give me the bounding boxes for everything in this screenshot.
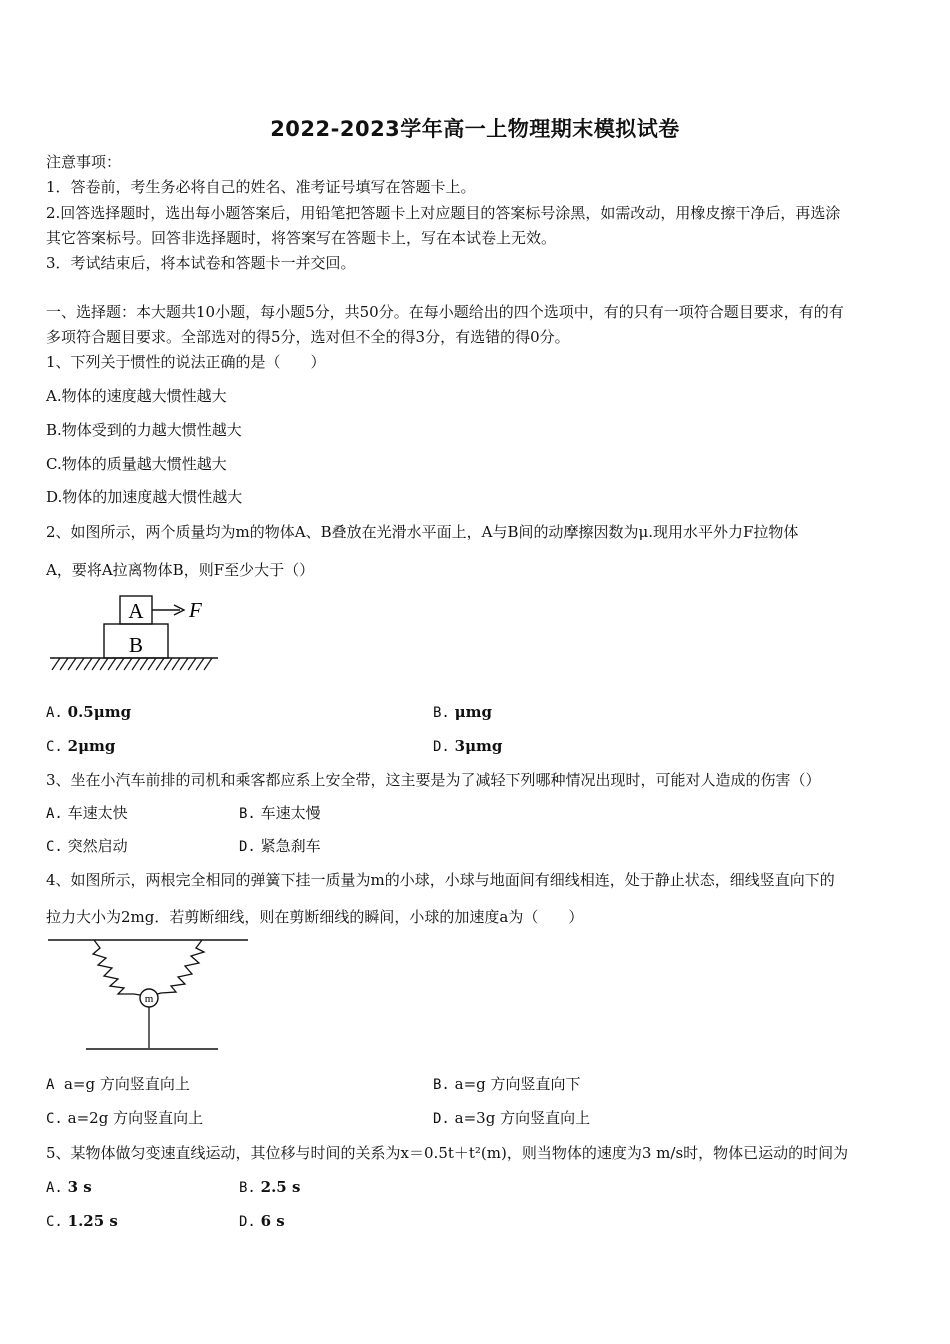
q3-option-b: B. 车速太慢 [239,804,321,822]
q4-figure [46,934,252,1054]
force-label: F [189,598,202,622]
q4-option-c: C. a=2g 方向竖直向上 [46,1109,204,1127]
q3-option-c: C. 突然启动 [46,837,128,855]
q5-option-a: A. 3 s [46,1178,92,1196]
ball-label: m [144,993,154,1005]
q1-option-d: D.物体的加速度越大惯性越大 [46,488,243,506]
q2-option-a: A. 0.5μmg [46,703,132,721]
notice-item-2: 2.回答选择题时，选出每小题答案后，用铅笔把答题卡上对应题目的答案标号涂黑，如需改动，用橡皮擦干净后，再选涂 [46,204,841,222]
notice-item-1: 1．答卷前，考生务必将自己的姓名、准考证号填写在答题卡上。 [46,178,476,196]
notice-item-3: 3．考试结束后，将本试卷和答题卡一并交回。 [46,254,356,272]
q1-option-c: C.物体的质量越大惯性越大 [46,455,227,473]
q1-stem: 1、下列关于惯性的说法正确的是（ ） [46,353,326,371]
notice-item-2-cont: 其它答案标号。回答非选择题时，将答案写在答题卡上，写在本试卷上无效。 [46,229,557,247]
section-heading: 一、选择题：本大题共10小题，每小题5分，共50分。在每小题给出的四个选项中，有的只有一项符合题目要求，有的有 [46,303,844,321]
q2-figure [46,590,226,676]
q5-option-c: C. 1.25 s [46,1212,118,1230]
q4-option-d: D. a=3g 方向竖直向上 [433,1109,591,1127]
q2-option-c: C. 2μmg [46,737,116,755]
q3-option-d: D. 紧急刹车 [239,837,321,855]
block-b-label: B [128,633,144,657]
block-a-label: A [128,599,144,623]
q2-stem: 2、如图所示，两个质量均为m的物体A、B叠放在光滑水平面上，A与B间的动摩擦因数为μ.现用水平外力F拉物体 [46,523,799,541]
right-spring [150,940,204,996]
q4-stem-cont: 拉力大小为2mg．若剪断细线，则在剪断细线的瞬间，小球的加速度a为（ ） [46,908,584,926]
q5-option-d: D. 6 s [239,1212,285,1230]
q1-option-b: B.物体受到的力越大惯性越大 [46,421,242,439]
q2-stem-cont: A，要将A拉离物体B，则F至少大于（） [46,561,315,579]
q4-option-a: A a=g 方向竖直向上 [46,1075,190,1093]
q5-stem: 5、某物体做匀变速直线运动，其位移与时间的关系为x＝0.5t＋t²(m)，则当物体的速度为3 m/s时，物体已运动的时间为 [46,1144,849,1162]
left-spring [93,940,146,996]
section-heading-cont: 多项符合题目要求。全部选对的得5分，选对但不全的得3分，有选错的得0分。 [46,328,570,346]
notice-heading: 注意事项： [46,153,122,171]
q1-option-a: A.物体的速度越大惯性越大 [46,387,227,405]
q4-stem: 4、如图所示，两根完全相同的弹簧下挂一质量为m的小球，小球与地面间有细线相连，处于静止状态，细线竖直向下的 [46,871,835,889]
q2-option-b: B. μmg [433,703,492,721]
page-title: 2022-2023学年高一上物理期末模拟试卷 [270,117,680,141]
q3-option-a: A. 车速太快 [46,804,128,822]
q3-stem: 3、坐在小汽车前排的司机和乘客都应系上安全带，这主要是为了减轻下列哪种情况出现时，可能对人造成的伤害（） [46,771,821,789]
q4-option-b: B. a=g 方向竖直向下 [433,1075,581,1093]
q2-option-d: D. 3μmg [433,737,503,755]
ground-hatch [52,658,212,670]
q5-option-b: B. 2.5 s [239,1178,301,1196]
